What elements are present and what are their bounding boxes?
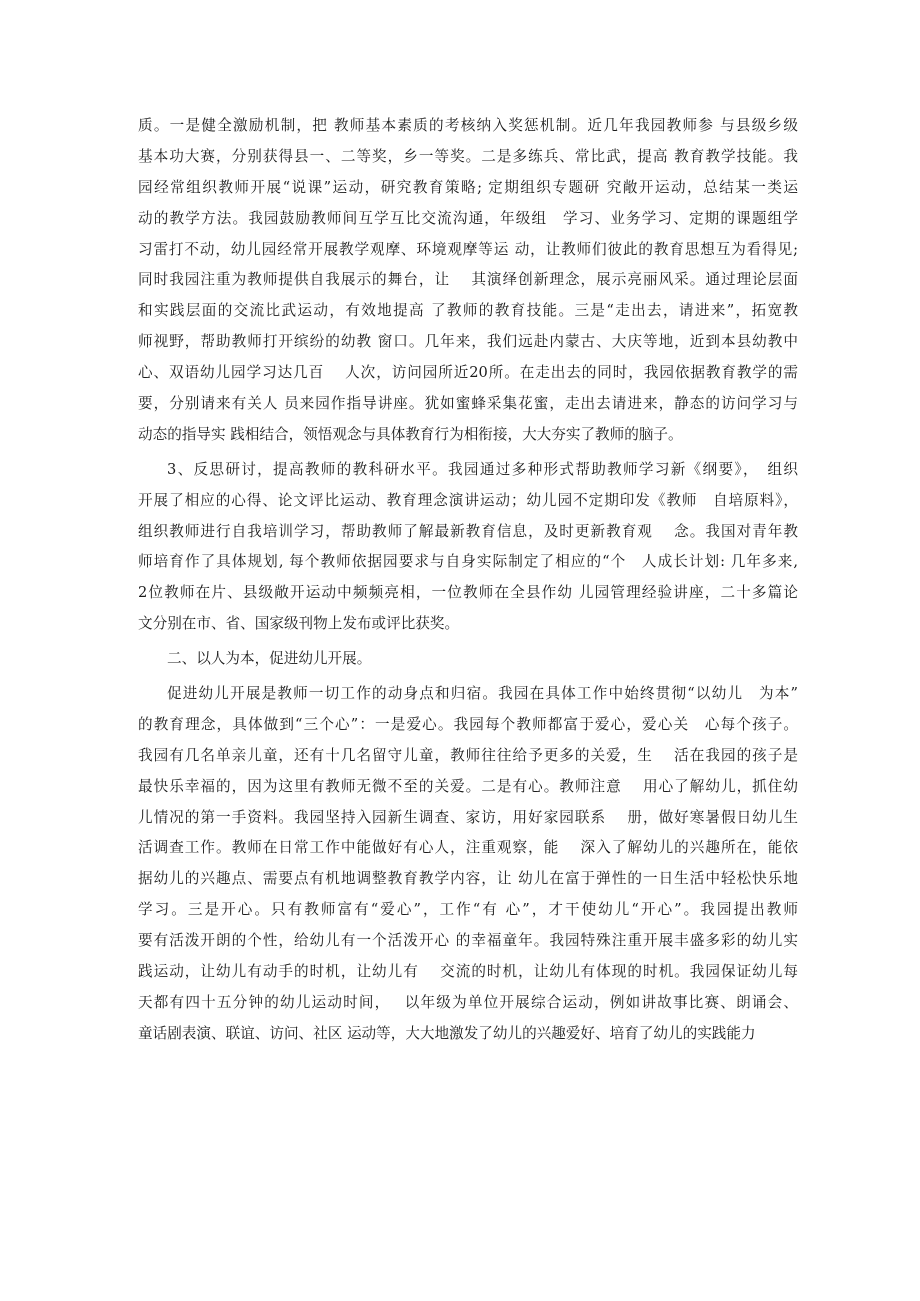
- text-line: 文分别在市、省、国家级刊物上发布或评比获奖。: [138, 615, 460, 633]
- text-line: 要有活泼开朗的个性，给幼儿有一个活泼开心 的幸福童年。我园特殊注重开展丰盛多彩的幼儿实: [138, 932, 798, 950]
- text-line: 动的教学方法。我园鼓励教师间互学互比交流沟通，年级组 学习、业务学习、定期的课题组学: [138, 209, 798, 227]
- paragraph-p2: [138, 455, 798, 640]
- text-line: 童话剧表演、联谊、访问、社区 运动等，大大地激发了幼儿的兴趣爱好、培育了幼儿的实践能力: [138, 1024, 756, 1042]
- text-line: 最快乐幸福的，因为这里有教师无微不至的关爱。二是有心。教师注意 用心了解幼儿，抓住幼: [138, 777, 798, 795]
- paragraph-p3: [138, 644, 798, 675]
- text-line: 我园有几名单亲儿童，还有十几名留守儿童，教师往往给予更多的关爱，生 活在我园的孩子是: [138, 746, 798, 764]
- text-line: 据幼儿的兴趣点、需要点有机地调整教育教学内容，让 幼儿在富于弹性的一日生活中轻松快乐地: [138, 870, 798, 888]
- text-line: 天都有四十五分钟的幼儿运动时间， 以年级为单位开展综合运动，例如讲故事比赛、朗诵会、: [138, 993, 798, 1011]
- text-line: 践运动，让幼儿有动手的时机，让幼儿有 交流的时机，让幼儿有体现的时机。我园保证幼儿每: [138, 963, 798, 981]
- text-line: 基本功大赛，分别获得县一、二等奖，乡一等奖。二是多练兵、常比武，提高 教育教学技能。我: [138, 147, 798, 165]
- text-line: 开展了相应的心得、论文评比运动、教育理念演讲运动；幼儿园不定期印发《教师 自培原料》，: [138, 491, 798, 509]
- text-line: 和实践层面的交流比武运动，有效地提高 了教师的教育技能。三是“走出去，请进来”，拓宽教: [138, 302, 798, 320]
- text-line: 动态的指导实 践相结合，领悟观念与具体教育行为相衔接，大大夯实了教师的脑子。: [138, 425, 683, 443]
- text-line: 2位教师在片、县级敞开运动中频频亮相，一位教师在全县作幼 儿园管理经验讲座，二十多篇论: [138, 584, 798, 602]
- text-line: 的教育理念，具体做到“三个心”：一是爱心。我园每个教师都富于爱心，爱心关 心每个孩子。: [138, 715, 798, 733]
- document-body: [138, 111, 798, 1050]
- text-line: 学习。三是开心。只有教师富有“爱心”，工作“有 心”，才干使幼儿“开心”。我园提出教师: [138, 901, 798, 919]
- text-line: 园经常组织教师开展“说课”运动，研究教育策略; 定期组织专题研 究敞开运动，总结某一类运: [138, 178, 798, 196]
- text-line: 儿情况的第一手资料。我园坚持入园新生调查、家访，用好家园联系 册，做好寒暑假日幼儿生: [138, 808, 798, 826]
- text-line: 质。一是健全激励机制，把 教师基本素质的考核纳入奖惩机制。近几年我园教师参 与县级乡级: [138, 117, 798, 134]
- text-line: 同时我园注重为教师提供自我展示的舞台，让 其演绎创新理念，展示亮丽风采。通过理论层面: [138, 271, 798, 289]
- text-line: 组织教师进行自我培训学习，帮助教师了解最新教育信息，及时更新教育观 念。我国对青年教: [138, 522, 798, 540]
- text-line: 要，分别请来有关人 员来园作指导讲座。犹如蜜蜂采集花蜜，走出去请进来，静态的访问学习与: [138, 395, 798, 413]
- text-line: 师视野，帮助教师打开缤纷的幼教 窗口。几年来，我们远赴内蒙古、大庆等地，近到本县幼教中: [138, 333, 798, 351]
- text-line: 师培育作了具体规划, 每个教师依据园要求与自身实际制定了相应的“个 人成长计划: 几年多来,: [138, 553, 798, 571]
- text-line: 心、双语幼儿园学习达几百 人次，访问园所近20所。在走出去的同时，我园依据教育教学的需: [138, 364, 798, 382]
- text-line: 二、以人为本，促进幼儿开展。: [167, 650, 372, 668]
- paragraph-p1: [138, 111, 798, 451]
- text-line: 促进幼儿开展是教师一切工作的动身点和归宿。我园在具体工作中始终贯彻“以幼儿 为本”: [167, 685, 798, 703]
- text-line: 习雷打不动，幼儿园经常开展教学观摩、环境观摩等运 动，让教师们彼此的教育思想互为看得见;: [138, 240, 798, 258]
- paragraph-p4: [138, 679, 798, 1050]
- text-line: 3、反思研讨，提高教师的教科研水平。我园通过多种形式帮助教师学习新《纲要》， 组织: [167, 460, 798, 478]
- text-line: 活调查工作。教师在日常工作中能做好有心人，注重观察，能 深入了解幼儿的兴趣所在，能依: [138, 839, 798, 857]
